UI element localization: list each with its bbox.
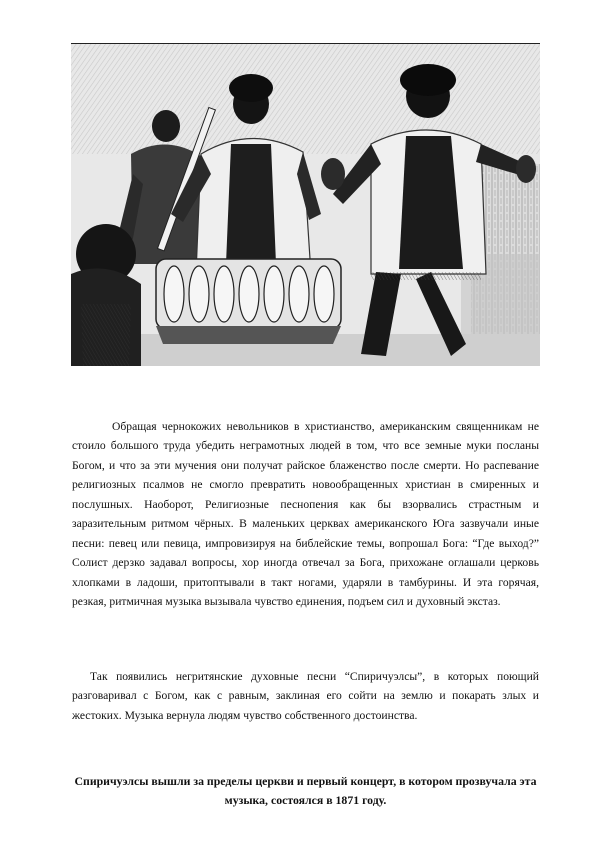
paragraph-2: Так появились негритянские духовные песни “Спиричуэлсы”, в которых поющий разговаривал с Богом, как с равным, заклиная его сойти на землю и покарать злых и жестоких. Музыка вернула людям чувство собственного достоинства. [72,669,539,722]
paragraph-1: Обращая чернокожих невольников в христианство, американским священникам не стоило большого труда убедить неграмотных людей в том, что все земные муки посланы Богом, и что за эти мучения они получат райское блаженство после смерти. Но распевание религиозных псалмов не смогло превратить новообращенных христиан в смиренных и послушных. Наоборот, Религиозные песнопения как бы взорвались страстным и заразительным ритмом чёрных. В маленьких церквах американского Юга зазвучали иные песни: певец или певица, импровизируя на библейские темы, вопрошал Бога: “Где выход?” Солист дерзко задавал вопросы, хор иногда отвечал за Бога, прихожане оглашали церковь хлопками в ладоши, притоптывали в такт ногами, ударяли в тамбурины. И эта горячая, резкая, ритмичная музыка вызывала чувство единения, подъем сил и духовный экстаз. [72,419,539,609]
closing-statement: Спиричуэлсы вышли за пределы церкви и первый концерт, в котором прозвучала эта музыка, состоялся в 1871 году. [74,773,537,808]
engraving-musicians-illustration [71,44,540,366]
